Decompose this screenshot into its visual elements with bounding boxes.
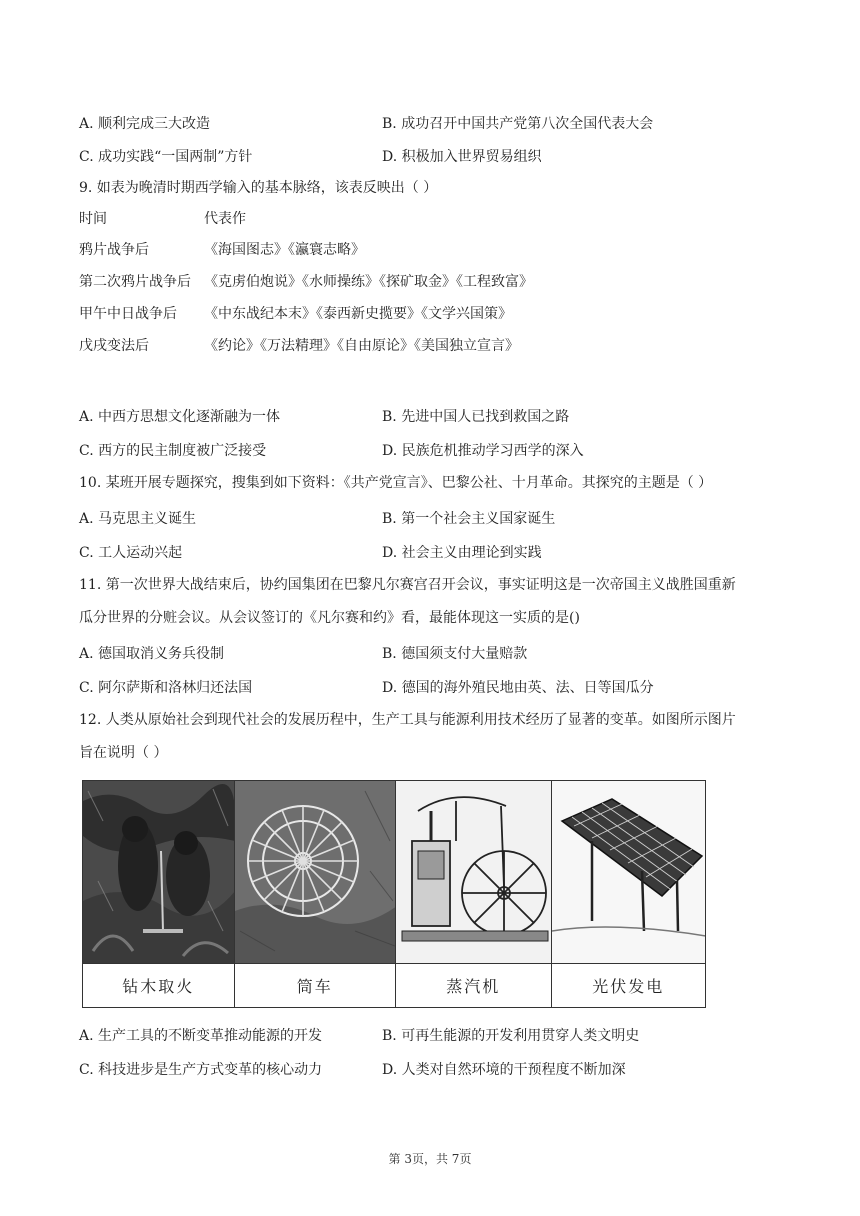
caption-waterwheel: 筒车	[235, 963, 395, 1007]
fire-drilling-image	[83, 781, 235, 966]
q9-row-works: 《约论》《万法精理》《自由原论》《美国独立宣言》	[204, 338, 519, 354]
q9-header-works: 代表作	[204, 211, 246, 227]
q9-option-d: D. 民族危机推动学习西学的深入	[382, 443, 584, 459]
q12-stem-line1: 12. 人类从原始社会到现代社会的发展历程中，生产工具与能源利用技术经历了显著的变革。如图所示图片	[79, 712, 736, 728]
q8-options-row2	[79, 146, 799, 164]
q12-options-row2	[79, 1059, 799, 1077]
q9-row-period: 鸦片战争后	[79, 242, 149, 258]
q11-options-row1	[79, 643, 799, 661]
q9-option-c: C. 西方的民主制度被广泛接受	[79, 443, 267, 459]
figure-panel-waterwheel	[235, 781, 396, 1007]
caption-steam-engine: 蒸汽机	[396, 963, 551, 1007]
page-footer: 第 3页，共 7页	[388, 1152, 472, 1166]
q9-table-row	[79, 271, 799, 289]
q8-option-c: C. 成功实践“一国两制”方针	[79, 149, 253, 165]
energy-history-figure	[82, 780, 706, 1008]
q9-stem: 9. 如表为晚清时期西学输入的基本脉络，该表反映出（ ）	[79, 180, 438, 196]
q9-option-a: A. 中西方思想文化逐渐融为一体	[79, 409, 281, 425]
q8-option-d: D. 积极加入世界贸易组织	[382, 149, 542, 165]
q10-options-row1	[79, 508, 799, 526]
q9-table-row	[79, 239, 799, 257]
q9-table-row	[79, 335, 799, 353]
q12-option-c: C. 科技进步是生产方式变革的核心动力	[79, 1062, 323, 1078]
q9-row-period: 第二次鸦片战争后	[79, 274, 191, 290]
q9-option-b: B. 先进中国人已找到救国之路	[382, 409, 570, 425]
q12-option-a: A. 生产工具的不断变革推动能源的开发	[79, 1028, 323, 1044]
q9-row-works: 《克虏伯炮说》《水师操练》《探矿取金》《工程致富》	[204, 274, 533, 290]
q9-row-works: 《中东战纪本末》《泰西新史揽要》《文学兴国策》	[204, 306, 512, 322]
q11-options-row2	[79, 677, 799, 695]
q12-options-row1	[79, 1025, 799, 1043]
caption-solar: 光伏发电	[552, 963, 706, 1007]
waterwheel-image	[235, 781, 396, 966]
q10-option-a: A. 马克思主义诞生	[79, 511, 197, 527]
q12-option-b: B. 可再生能源的开发利用贯穿人类文明史	[382, 1028, 640, 1044]
q11-option-d: D. 德国的海外殖民地由英、法、日等国瓜分	[382, 680, 654, 696]
q10-option-c: C. 工人运动兴起	[79, 545, 183, 561]
q11-option-b: B. 德国须支付大量赔款	[382, 646, 528, 662]
steam-engine-image	[396, 781, 552, 966]
figure-panel-solar	[552, 781, 706, 1007]
q9-row-works: 《海国图志》《瀛寰志略》	[204, 242, 365, 258]
q11-option-c: C. 阿尔萨斯和洛林归还法国	[79, 680, 253, 696]
q11-stem-line1: 11. 第一次世界大战结束后，协约国集团在巴黎凡尔赛宫召开会议，事实证明这是一次帝国主义战胜国重新	[79, 577, 736, 593]
q9-table-row	[79, 303, 799, 321]
q9-table-header	[79, 208, 799, 226]
q8-option-a: A. 顺利完成三大改造	[79, 116, 211, 132]
q11-stem-line2: 瓜分世界的分赃会议。从会议签订的《凡尔赛和约》看，最能体现这一实质的是()	[79, 610, 580, 626]
q9-options-row2	[79, 440, 799, 458]
q10-option-d: D. 社会主义由理论到实践	[382, 545, 542, 561]
q10-option-b: B. 第一个社会主义国家诞生	[382, 511, 556, 527]
q9-options-row1	[79, 406, 799, 424]
figure-panel-fire-drilling	[83, 781, 235, 1007]
q8-option-b: B. 成功召开中国共产党第八次全国代表大会	[382, 116, 654, 132]
q12-option-d: D. 人类对自然环境的干预程度不断加深	[382, 1062, 626, 1078]
q9-row-period: 甲午中日战争后	[79, 306, 177, 322]
q9-header-time: 时间	[79, 211, 107, 227]
q10-stem: 10. 某班开展专题探究，搜集到如下资料：《共产党宣言》、巴黎公社、十月革命。其探究的主题是（ ）	[79, 475, 713, 491]
q10-options-row2	[79, 542, 799, 560]
figure-panel-steam-engine	[396, 781, 552, 1007]
caption-fire-drilling: 钻木取火	[83, 963, 234, 1007]
q8-options-row1	[79, 113, 799, 131]
solar-panel-image	[552, 781, 706, 966]
q11-option-a: A. 德国取消义务兵役制	[79, 646, 225, 662]
q9-row-period: 戊戌变法后	[79, 338, 149, 354]
q12-stem-line2: 旨在说明（ ）	[79, 745, 168, 761]
